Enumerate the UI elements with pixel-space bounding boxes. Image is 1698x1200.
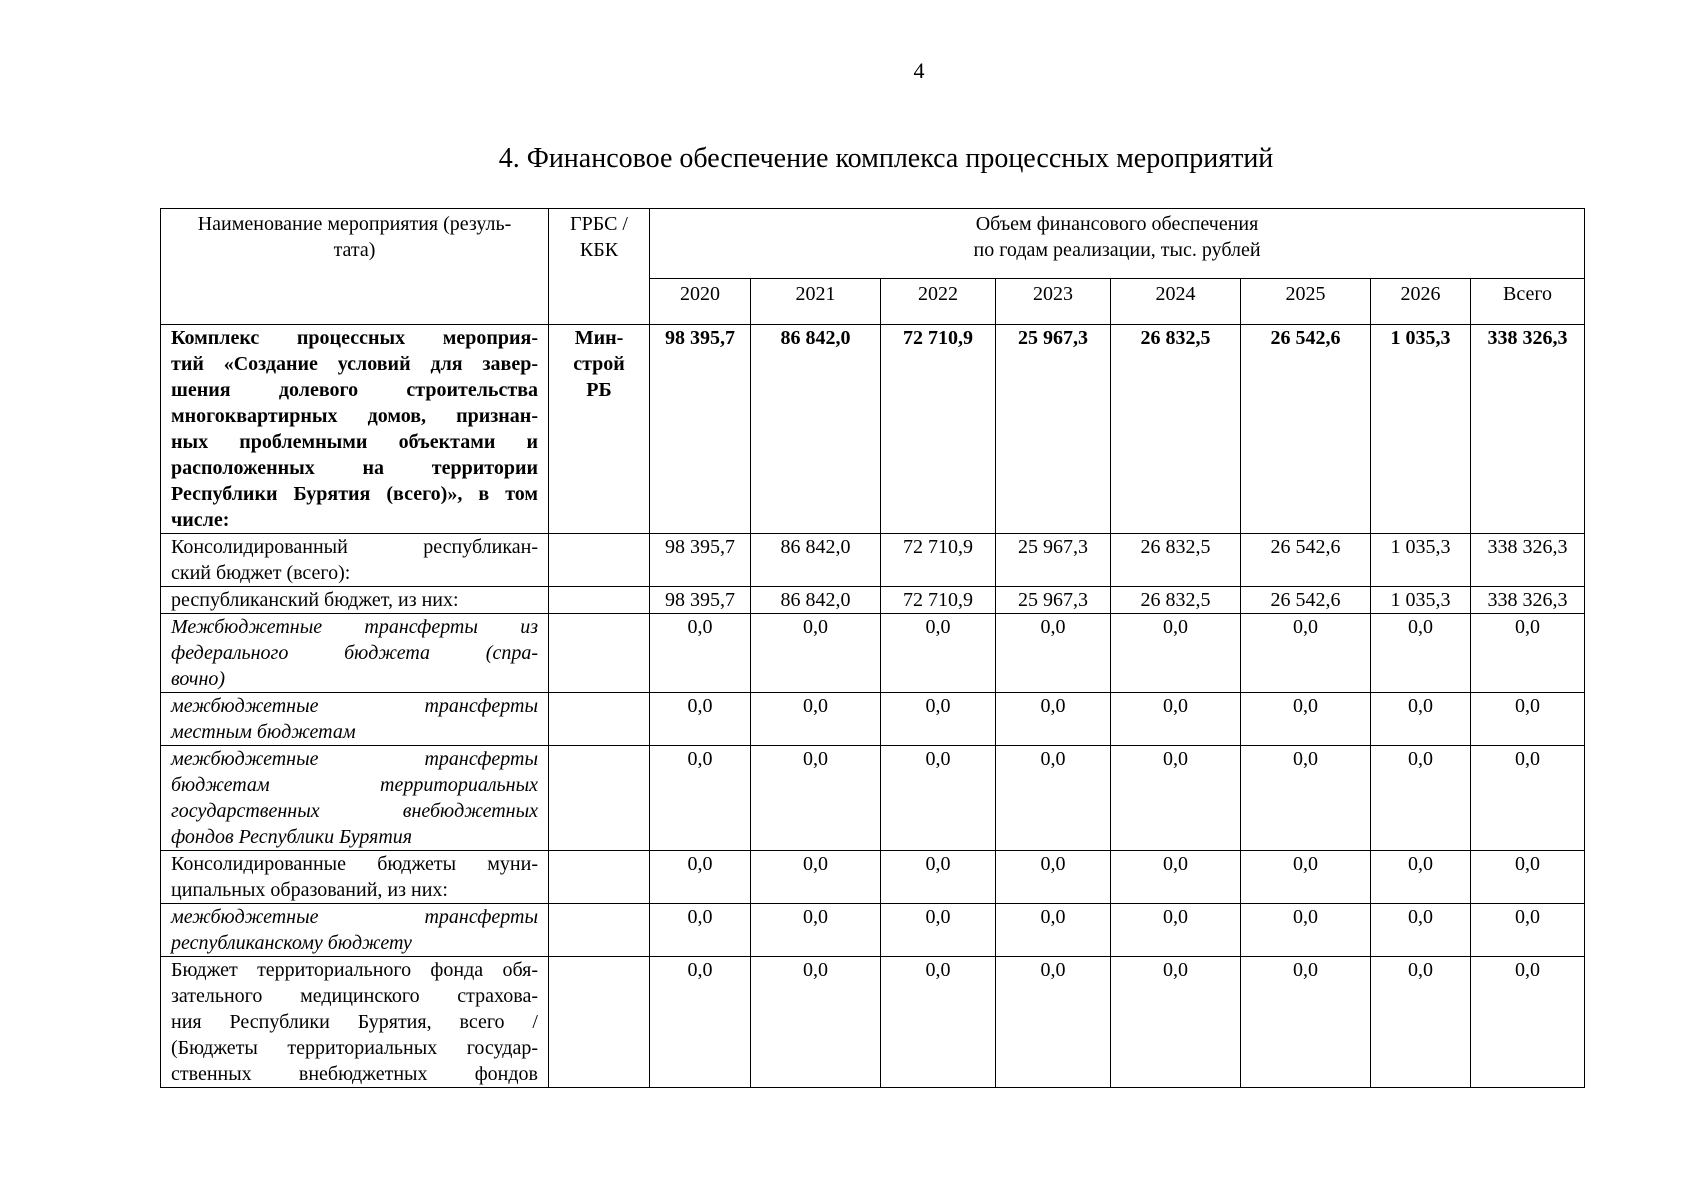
row-value-2020: 98 395,7 — [650, 587, 751, 614]
row-value-2021: 0,0 — [751, 851, 881, 904]
row-value-2025: 26 542,6 — [1241, 587, 1371, 614]
row-value-2022: 0,0 — [881, 746, 996, 851]
header-year-2024: 2024 — [1111, 279, 1241, 325]
row-value-Всего: 338 326,3 — [1471, 325, 1585, 534]
row-value-2026: 1 035,3 — [1371, 587, 1471, 614]
row-value-2022: 72 710,9 — [881, 534, 996, 587]
page-number: 4 — [913, 58, 925, 83]
row-name-line: Межбюджетные трансферты из — [171, 616, 538, 638]
header-volume — [650, 209, 1585, 279]
row-name-line: бюджетам территориальных — [171, 774, 538, 796]
row-name-cell — [161, 325, 549, 534]
row-name-line: местным бюджетам — [171, 721, 356, 743]
row-grbs-cell — [549, 587, 650, 614]
table-row — [161, 325, 1585, 534]
row-value-2024: 26 832,5 — [1111, 587, 1241, 614]
row-value-2023: 25 967,3 — [996, 587, 1111, 614]
row-value-2026: 1 035,3 — [1371, 325, 1471, 534]
header-name-line1: Наименование мероприятия (резуль- — [197, 213, 512, 235]
row-name-line: ния Республики Бурятия, всего / — [171, 1011, 538, 1033]
row-grbs-cell — [549, 693, 650, 746]
row-value-2020: 0,0 — [650, 957, 751, 1088]
row-value-2022: 72 710,9 — [881, 587, 996, 614]
row-grbs-cell — [549, 904, 650, 957]
row-grbs-line: Мин- — [574, 327, 624, 349]
row-name-line: многоквартирных домов, признан- — [171, 405, 538, 427]
header-grbs-line1: ГРБС / — [570, 213, 628, 235]
row-value-2023: 0,0 — [996, 614, 1111, 693]
row-value-2022: 0,0 — [881, 693, 996, 746]
row-name-line: Бюджет территориального фонда обя- — [171, 959, 538, 981]
row-name-cell — [161, 904, 549, 957]
row-value-2026: 0,0 — [1371, 614, 1471, 693]
header-year-Всего: Всего — [1471, 279, 1585, 325]
row-value-2023: 25 967,3 — [996, 325, 1111, 534]
row-value-2026: 1 035,3 — [1371, 534, 1471, 587]
row-grbs-cell — [549, 614, 650, 693]
header-volume-line1: Объем финансового обеспечения — [975, 213, 1259, 235]
row-value-2020: 98 395,7 — [650, 325, 751, 534]
row-value-2021: 86 842,0 — [751, 587, 881, 614]
row-name-line: тий «Создание условий для завер- — [171, 353, 538, 375]
row-value-2021: 0,0 — [751, 957, 881, 1088]
row-value-Всего: 0,0 — [1471, 614, 1585, 693]
row-value-2021: 0,0 — [751, 693, 881, 746]
table-row — [161, 587, 1585, 614]
row-name-line: ципальных образований, из них: — [171, 879, 448, 901]
header-year-2021: 2021 — [751, 279, 881, 325]
header-year-2023: 2023 — [996, 279, 1111, 325]
row-value-2020: 0,0 — [650, 851, 751, 904]
row-value-2026: 0,0 — [1371, 904, 1471, 957]
row-grbs-cell — [549, 746, 650, 851]
row-name-line: межбюджетные трансферты — [171, 695, 538, 717]
header-year-2022: 2022 — [881, 279, 996, 325]
row-value-2023: 0,0 — [996, 746, 1111, 851]
row-name-line: числе: — [171, 509, 230, 531]
row-value-2022: 0,0 — [881, 851, 996, 904]
row-value-2024: 0,0 — [1111, 957, 1241, 1088]
row-value-2025: 26 542,6 — [1241, 534, 1371, 587]
row-value-2021: 86 842,0 — [751, 534, 881, 587]
row-value-2020: 0,0 — [650, 746, 751, 851]
row-name-line: (Бюджеты территориальных государ- — [171, 1037, 538, 1059]
row-value-2023: 0,0 — [996, 957, 1111, 1088]
row-value-2026: 0,0 — [1371, 851, 1471, 904]
table-body — [161, 325, 1585, 1088]
row-name-line: зательного медицинского страхова- — [171, 985, 538, 1007]
row-value-Всего: 338 326,3 — [1471, 587, 1585, 614]
header-year-2025: 2025 — [1241, 279, 1371, 325]
row-name-line: государственных внебюджетных — [171, 800, 538, 822]
row-value-Всего: 0,0 — [1471, 957, 1585, 1088]
row-name-line: Республики Бурятия (всего)», в том — [171, 483, 538, 505]
row-value-Всего: 0,0 — [1471, 746, 1585, 851]
row-name-cell — [161, 534, 549, 587]
row-value-2024: 0,0 — [1111, 614, 1241, 693]
row-value-Всего: 338 326,3 — [1471, 534, 1585, 587]
row-value-2020: 98 395,7 — [650, 534, 751, 587]
row-value-2022: 72 710,9 — [881, 325, 996, 534]
row-value-2026: 0,0 — [1371, 693, 1471, 746]
row-value-2020: 0,0 — [650, 693, 751, 746]
row-value-2022: 0,0 — [881, 614, 996, 693]
row-grbs-line: строй — [573, 353, 625, 375]
row-value-2025: 0,0 — [1241, 851, 1371, 904]
row-name-cell — [161, 614, 549, 693]
row-value-2021: 86 842,0 — [751, 325, 881, 534]
row-value-2024: 26 832,5 — [1111, 325, 1241, 534]
section-title: 4. Финансовое обеспечение комплекса процессных мероприятий — [498, 143, 1274, 174]
row-name-cell — [161, 957, 549, 1088]
row-name-line: фондов Республики Бурятия — [171, 826, 413, 848]
row-value-2025: 0,0 — [1241, 957, 1371, 1088]
row-name-cell — [161, 851, 549, 904]
row-name-line: ных проблемными объектами и — [171, 431, 538, 453]
row-value-2020: 0,0 — [650, 614, 751, 693]
row-name-line: республиканскому бюджету — [171, 932, 412, 954]
row-name-line: Консолидированный республикан- — [171, 536, 538, 558]
row-value-2022: 0,0 — [881, 957, 996, 1088]
row-value-2026: 0,0 — [1371, 957, 1471, 1088]
row-grbs-cell — [549, 851, 650, 904]
row-name-line: межбюджетные трансферты — [171, 748, 538, 770]
row-value-Всего: 0,0 — [1471, 693, 1585, 746]
row-value-Всего: 0,0 — [1471, 851, 1585, 904]
row-value-2023: 25 967,3 — [996, 534, 1111, 587]
row-grbs-cell — [549, 325, 650, 534]
row-grbs-cell — [549, 957, 650, 1088]
row-name-cell — [161, 587, 549, 614]
row-value-2020: 0,0 — [650, 904, 751, 957]
row-grbs-line: РБ — [586, 379, 612, 401]
row-value-2021: 0,0 — [751, 746, 881, 851]
row-value-2024: 0,0 — [1111, 693, 1241, 746]
row-value-2025: 26 542,6 — [1241, 325, 1371, 534]
table-row — [161, 614, 1585, 693]
row-value-2025: 0,0 — [1241, 614, 1371, 693]
row-name-line: вочно) — [171, 668, 226, 690]
row-name-line: республиканский бюджет, из них: — [171, 589, 459, 611]
row-value-2023: 0,0 — [996, 904, 1111, 957]
row-name-line: ский бюджет (всего): — [171, 562, 351, 584]
table-row — [161, 746, 1585, 851]
header-grbs-col — [549, 209, 650, 325]
table-header-row-1 — [161, 209, 1585, 279]
row-name-cell — [161, 693, 549, 746]
row-value-2026: 0,0 — [1371, 746, 1471, 851]
header-year-2026: 2026 — [1371, 279, 1471, 325]
header-year-2020: 2020 — [650, 279, 751, 325]
row-value-2025: 0,0 — [1241, 746, 1371, 851]
table-row — [161, 904, 1585, 957]
row-value-Всего: 0,0 — [1471, 904, 1585, 957]
row-value-2021: 0,0 — [751, 614, 881, 693]
header-name-col — [161, 209, 549, 325]
row-value-2024: 0,0 — [1111, 851, 1241, 904]
row-name-line: шения долевого строительства — [171, 379, 538, 401]
table-row — [161, 957, 1585, 1088]
row-name-cell — [161, 746, 549, 851]
row-name-line: Консолидированные бюджеты муни- — [171, 853, 538, 875]
row-value-2025: 0,0 — [1241, 904, 1371, 957]
row-name-line: расположенных на территории — [171, 457, 538, 479]
row-value-2024: 0,0 — [1111, 746, 1241, 851]
financing-table — [160, 208, 1585, 1088]
table-row — [161, 534, 1585, 587]
row-name-line: федерального бюджета (спра- — [171, 642, 538, 664]
table-row — [161, 851, 1585, 904]
row-value-2022: 0,0 — [881, 904, 996, 957]
row-grbs-cell — [549, 534, 650, 587]
header-grbs-line2: КБК — [579, 239, 619, 261]
row-value-2021: 0,0 — [751, 904, 881, 957]
header-volume-line2: по годам реализации, тыс. рублей — [973, 239, 1261, 261]
table-row — [161, 693, 1585, 746]
row-name-line: ственных внебюджетных фондов — [171, 1063, 538, 1085]
row-value-2025: 0,0 — [1241, 693, 1371, 746]
row-name-line: межбюджетные трансферты — [171, 906, 538, 928]
row-value-2024: 26 832,5 — [1111, 534, 1241, 587]
row-value-2024: 0,0 — [1111, 904, 1241, 957]
row-name-line: Комплекс процессных мероприя- — [171, 327, 538, 349]
row-value-2023: 0,0 — [996, 693, 1111, 746]
header-name-line2: тата) — [333, 239, 376, 261]
row-value-2023: 0,0 — [996, 851, 1111, 904]
